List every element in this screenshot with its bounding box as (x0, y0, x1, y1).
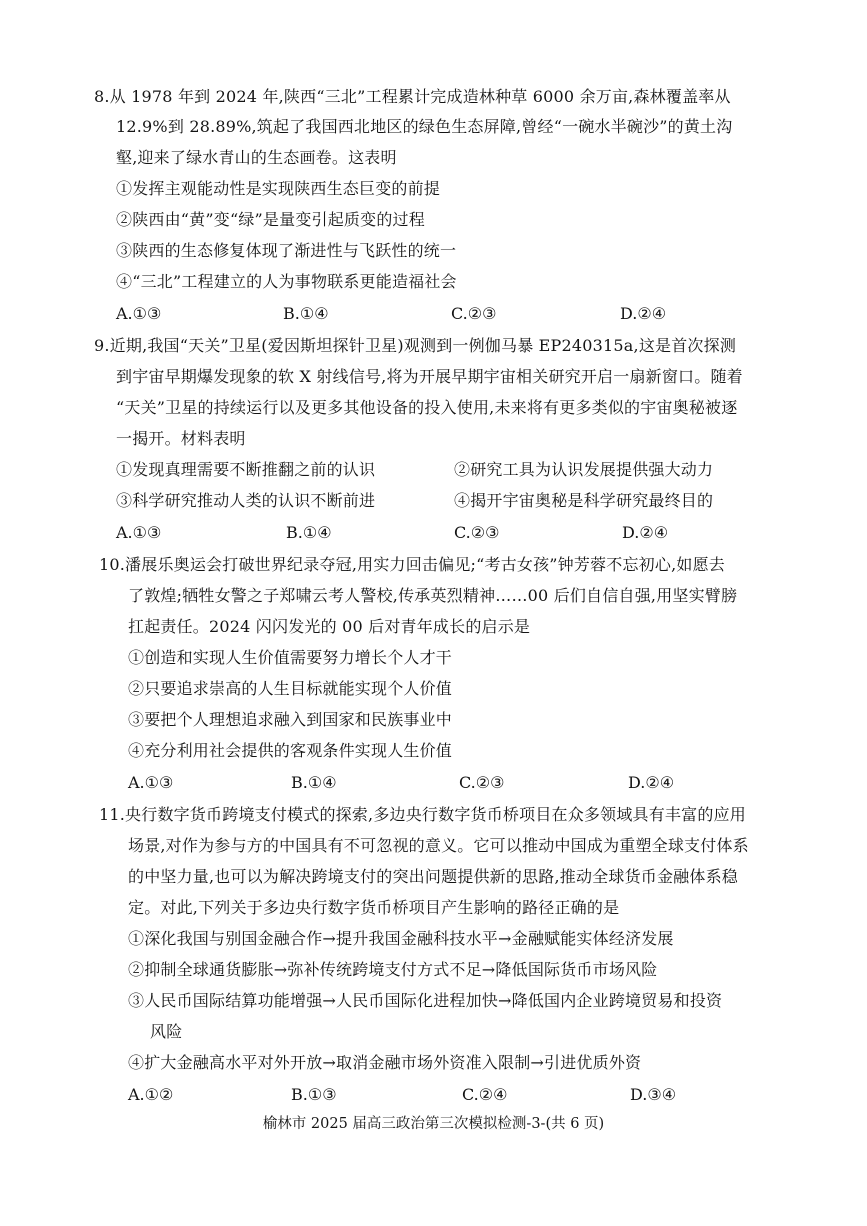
answer-option-c[interactable]: C.②③ (451, 304, 497, 323)
answer-option-b[interactable]: B.①④ (291, 773, 337, 792)
answer-option-c[interactable]: C.②③ (454, 523, 500, 542)
question-stem-line: 了敦煌;牺牲女警之子郑啸云考人警校,传承英烈精神……00 后们自信自强,用坚实臂膀 (128, 586, 738, 605)
statement: ④扩大金融高水平对外开放→取消金融市场外资准入限制→引进优质外资 (128, 1053, 642, 1072)
answer-option-c[interactable]: C.②③ (459, 773, 505, 792)
question-stem-line: 10.潘展乐奥运会打破世界纪录夺冠,用实力回击偏见;“考古女孩”钟芳蓉不忘初心,如愿去 (99, 555, 725, 574)
question-stem-line: 12.9%到 28.89%,筑起了我国西北地区的绿色生态屏障,曾经“一碗水半碗沙”的黄土沟 (116, 117, 733, 136)
statement: ②只要追求崇高的人生目标就能实现个人价值 (128, 679, 453, 698)
question-stem-line: 一揭开。材料表明 (116, 429, 246, 448)
statement: ②抑制全球通货膨胀→弥补传统跨境支付方式不足→降低国际货币市场风险 (128, 960, 658, 979)
statement: ①发现真理需要不断推翻之前的认识 (116, 460, 376, 479)
answer-option-a[interactable]: A.①③ (116, 304, 162, 323)
statement-continuation: 风险 (150, 1022, 183, 1041)
answer-option-b[interactable]: B.①④ (283, 304, 329, 323)
page-footer: 榆林市 2025 届高三政治第三次模拟检测-3-(共 6 页) (262, 1116, 605, 1132)
statement: ③科学研究推动人类的认识不断前进 (116, 491, 376, 510)
statement: ④“三北”工程建立的人为事物联系更能造福社会 (116, 272, 457, 291)
question-stem-line: 到宇宙早期爆发现象的软 X 射线信号,将为开展早期宇宙相关研究开启一扇新窗口。随着 (116, 367, 743, 386)
statement: ③人民币国际结算功能增强→人民币国际化进程加快→降低国内企业跨境贸易和投资 (128, 991, 723, 1010)
question-stem-line: 定。对此,下列关于多边央行数字货币桥项目产生影响的路径正确的是 (128, 898, 620, 917)
question-stem-line: 场景,对作为参与方的中国具有不可忽视的意义。它可以推动中国成为重塑全球支付体系 (128, 836, 749, 855)
statement: ④充分利用社会提供的客观条件实现人生价值 (128, 741, 453, 760)
statement: ①发挥主观能动性是实现陕西生态巨变的前提 (116, 179, 441, 198)
statement: ②陕西由“黄”变“绿”是量变引起质变的过程 (116, 210, 425, 229)
answer-option-b[interactable]: B.①③ (291, 1085, 337, 1104)
question-stem-line: 11.央行数字货币跨境支付模式的探索,多边央行数字货币桥项目在众多领域具有丰富的应用 (99, 805, 746, 824)
answer-option-a[interactable]: A.①③ (128, 773, 174, 792)
question-stem-line: “天关”卫星的持续运行以及更多其他设备的投入使用,未来将有更多类似的宇宙奥秘被逐 (116, 398, 738, 417)
question-stem-line: 的中坚力量,也可以为解决跨境支付的突出问题提供新的思路,推动全球货币金融体系稳 (128, 867, 738, 886)
answer-option-c[interactable]: C.②④ (462, 1085, 508, 1104)
question-stem-line: 8.从 1978 年到 2024 年,陕西“三北”工程累计完成造林种草 6000 余万亩,森林覆盖率从 (94, 87, 731, 106)
statement: ②研究工具为认识发展提供强大动力 (454, 460, 714, 479)
answer-option-a[interactable]: A.①③ (116, 523, 162, 542)
question-stem-line: 9.近期,我国“天关”卫星(爱因斯坦探针卫星)观测到一例伽马暴 EP240315a,这是首次探测 (94, 336, 737, 355)
question-stem-line: 扛起责任。2024 闪闪发光的 00 后对青年成长的启示是 (128, 617, 531, 636)
statement: ④揭开宇宙奥秘是科学研究最终目的 (454, 491, 714, 510)
answer-option-d[interactable]: D.②④ (622, 523, 669, 542)
answer-option-d[interactable]: D.②④ (620, 304, 667, 323)
answer-option-a[interactable]: A.①② (128, 1085, 174, 1104)
answer-option-d[interactable]: D.②④ (628, 773, 675, 792)
statement: ③要把个人理想追求融入到国家和民族事业中 (128, 710, 453, 729)
statement: ①创造和实现人生价值需要努力增长个人才干 (128, 648, 453, 667)
answer-option-b[interactable]: B.①④ (286, 523, 332, 542)
question-stem-line: 壑,迎来了绿水青山的生态画卷。这表明 (116, 148, 397, 167)
statement: ③陕西的生态修复体现了渐进性与飞跃性的统一 (116, 241, 457, 260)
statement: ①深化我国与别国金融合作→提升我国金融科技水平→金融赋能实体经济发展 (128, 929, 674, 948)
answer-option-d[interactable]: D.③④ (630, 1085, 677, 1104)
